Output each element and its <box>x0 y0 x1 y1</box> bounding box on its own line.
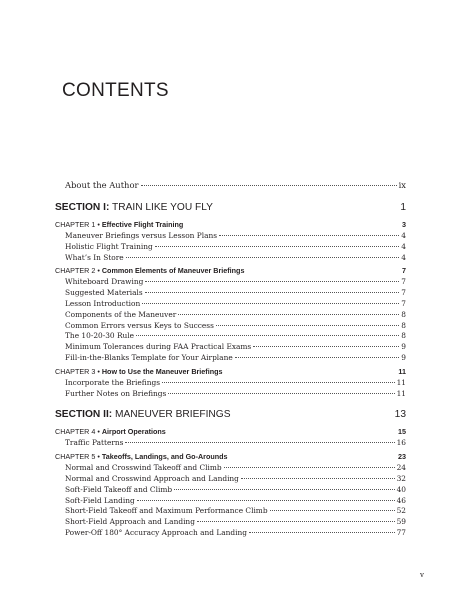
toc-entry-title: About the Author <box>65 180 139 190</box>
toc-entry-title: Normal and Crosswind Approach and Landing <box>65 473 239 483</box>
toc-entry-title: Power-Off 180° Accuracy Approach and Landing <box>65 527 247 537</box>
toc-entry-title: Minimum Tolerances during FAA Practical Exams <box>65 342 252 352</box>
dot-leader <box>126 257 400 258</box>
toc-entry-title: Whiteboard Drawing <box>65 277 144 287</box>
toc-entry-page: 7 <box>401 288 406 298</box>
toc-entry-about[interactable] <box>55 180 406 192</box>
toc-entry[interactable] <box>55 353 406 364</box>
chapter-title: Common Elements of Maneuver Briefings <box>101 266 245 276</box>
chapter-title: Airport Operations <box>101 427 166 437</box>
toc-entry-page: 9 <box>401 342 406 352</box>
toc-entry[interactable] <box>55 485 406 496</box>
toc-entry-title: Incorporate the Briefings <box>65 377 160 387</box>
dot-leader <box>141 185 397 186</box>
toc-entry[interactable] <box>55 389 406 400</box>
chapter-label: CHAPTER 2 • <box>55 266 100 276</box>
chapter-page: 15 <box>398 427 406 437</box>
dot-leader <box>241 478 395 479</box>
toc-chapter-heading[interactable] <box>55 427 406 438</box>
toc-entry[interactable] <box>55 242 406 253</box>
toc-entry[interactable] <box>55 378 406 389</box>
toc-entry-title: Components of the Maneuver <box>65 309 177 319</box>
page-title: CONTENTS <box>62 80 169 101</box>
toc-entry-page: 7 <box>401 298 406 308</box>
toc-entry[interactable] <box>55 496 406 507</box>
toc-entry-page: 59 <box>396 517 406 527</box>
dot-leader <box>178 314 399 315</box>
toc-entry-page: ix <box>398 180 406 190</box>
dot-leader <box>174 489 395 490</box>
chapter-page: 11 <box>398 366 406 376</box>
section-page: 13 <box>394 409 406 421</box>
toc-entry[interactable] <box>55 299 406 310</box>
chapter-page: 3 <box>402 220 406 229</box>
toc-entry-page: 16 <box>396 438 406 448</box>
toc-entry-title: Lesson Introduction <box>65 298 141 308</box>
toc-entry-title: Maneuver Briefings versus Lesson Plans <box>65 231 218 240</box>
toc-entry-page: 8 <box>401 320 406 330</box>
toc-entry[interactable] <box>55 277 406 288</box>
toc-entry[interactable] <box>55 506 406 517</box>
chapter-label: CHAPTER 3 • <box>55 366 100 376</box>
toc-chapter-heading[interactable] <box>55 220 406 231</box>
toc-entry[interactable] <box>55 321 406 332</box>
toc-chapter-heading[interactable] <box>55 367 406 378</box>
dot-leader <box>235 357 400 358</box>
toc-entry-page: 32 <box>396 473 406 483</box>
toc-entry-page: 8 <box>401 309 406 319</box>
toc-entry-page: 9 <box>401 352 406 362</box>
toc-entry-title: Soft-Field Landing <box>65 495 135 505</box>
toc-entry-page: 8 <box>401 331 406 341</box>
toc-entry[interactable] <box>55 331 406 342</box>
dot-leader <box>168 393 394 394</box>
toc-entry-page: 77 <box>396 527 406 537</box>
section-label: SECTION I: <box>55 202 110 213</box>
section-title: TRAIN LIKE YOU FLY <box>112 202 213 213</box>
dot-leader <box>270 510 395 511</box>
toc-entry-title: Holistic Flight Training <box>65 241 153 251</box>
toc-entry-title: Soft-Field Takeoff and Climb <box>65 484 173 494</box>
toc-entry-page: 4 <box>401 241 406 251</box>
dot-leader <box>145 292 400 293</box>
section-label: SECTION II: <box>55 409 113 421</box>
toc-chapter-heading[interactable] <box>55 266 406 277</box>
toc-entry-title: Normal and Crosswind Takeoff and Climb <box>65 463 222 473</box>
toc-entry-page: 46 <box>396 495 406 505</box>
toc-entry-page: 24 <box>396 463 406 473</box>
chapter-page: 23 <box>398 452 406 462</box>
dot-leader <box>197 521 395 522</box>
dot-leader <box>125 442 394 443</box>
toc-entry[interactable] <box>55 474 406 485</box>
toc-entry-page: 11 <box>396 377 406 387</box>
chapter-label: CHAPTER 5 • <box>55 452 100 462</box>
toc-entry[interactable] <box>55 438 406 449</box>
dot-leader <box>136 335 399 336</box>
toc-entry-page: 7 <box>401 277 406 287</box>
toc-entry[interactable] <box>55 310 406 321</box>
dot-leader <box>142 303 399 304</box>
toc-entry-page: 4 <box>401 231 406 240</box>
chapter-label: CHAPTER 4 • <box>55 427 100 437</box>
dot-leader <box>155 246 400 247</box>
toc-entry[interactable] <box>55 463 406 474</box>
toc-entry-page: 11 <box>396 388 406 398</box>
chapter-label: CHAPTER 1 • <box>55 220 100 229</box>
toc-entry-title: Traffic Patterns <box>65 438 124 448</box>
dot-leader <box>224 467 395 468</box>
toc-entry-page: 52 <box>396 506 406 516</box>
toc-entry-title: Short-Field Approach and Landing <box>65 517 195 527</box>
toc-entry[interactable] <box>55 253 406 264</box>
toc-section-heading[interactable] <box>55 202 406 217</box>
toc-entry-title: Common Errors versus Keys to Success <box>65 320 214 330</box>
chapter-title: How to Use the Maneuver Briefings <box>101 366 223 376</box>
section-title: MANEUVER BRIEFINGS <box>115 409 231 421</box>
dot-leader <box>145 281 399 282</box>
table-of-contents <box>55 180 406 539</box>
toc-entry[interactable] <box>55 517 406 528</box>
page-number: v <box>420 571 424 579</box>
toc-entry[interactable] <box>55 342 406 353</box>
toc-entry-title: The 10-20-30 Rule <box>65 331 135 341</box>
toc-entry-title: Short-Field Takeoff and Maximum Performance Climb <box>65 506 268 516</box>
dot-leader <box>137 500 395 501</box>
toc-entry-page: 40 <box>396 484 406 494</box>
toc-entry[interactable] <box>55 231 406 242</box>
toc-entry-title: What’s In Store <box>65 252 124 262</box>
toc-chapter-heading[interactable] <box>55 452 406 463</box>
dot-leader <box>162 382 395 383</box>
toc-entry-title: Fill-in-the-Blanks Template for Your Airplane <box>65 352 233 362</box>
toc-entry-title: Further Notes on Briefings <box>65 388 167 398</box>
dot-leader <box>216 325 399 326</box>
section-page: 1 <box>400 202 406 213</box>
dot-leader <box>249 532 395 533</box>
chapter-page: 7 <box>402 266 406 276</box>
toc-entry[interactable] <box>55 528 406 539</box>
toc-entry[interactable] <box>55 288 406 299</box>
chapter-title: Takeoffs, Landings, and Go-Arounds <box>101 452 228 462</box>
dot-leader <box>219 235 399 236</box>
toc-section-heading[interactable] <box>55 409 406 424</box>
dot-leader <box>253 346 399 347</box>
toc-entry-title: Suggested Materials <box>65 288 143 298</box>
toc-entry-page: 4 <box>401 252 406 262</box>
chapter-title: Effective Flight Training <box>101 220 184 229</box>
